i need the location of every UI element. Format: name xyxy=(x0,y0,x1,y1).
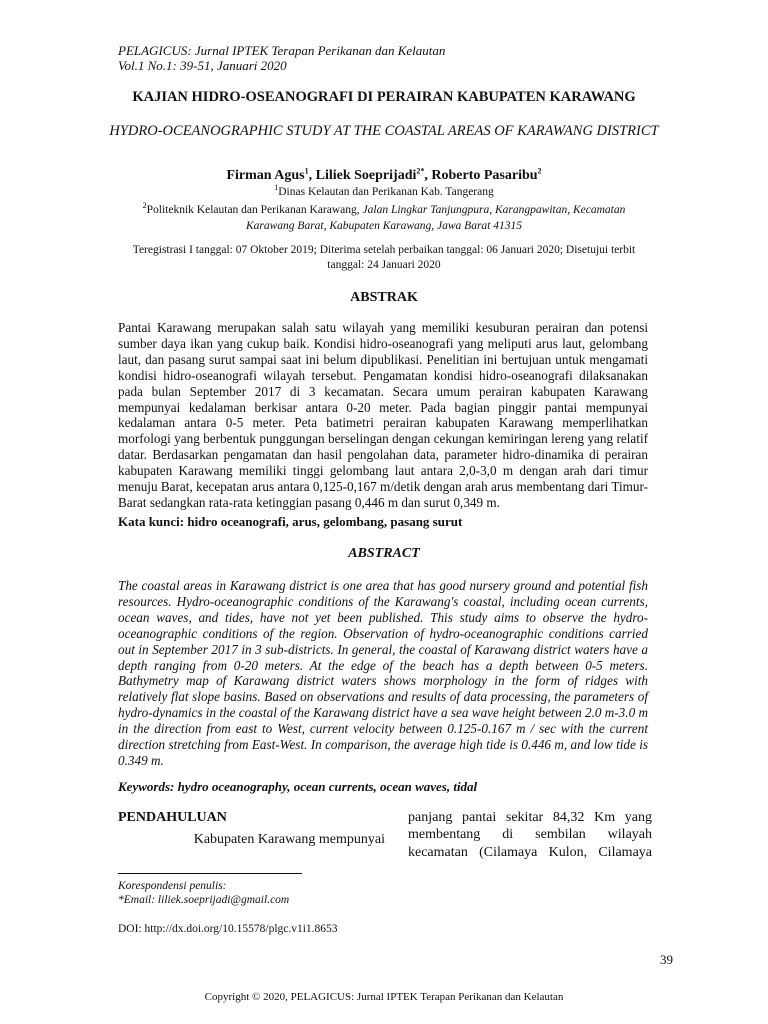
author-name: Liliek Soeprijadi xyxy=(315,168,417,183)
article-title: KAJIAN HIDRO-OSEANOGRAFI DI PERAIRAN KABUPATEN KARAWANG xyxy=(132,89,636,105)
footnote-correspondence: Korespondensi penulis: xyxy=(118,880,227,892)
journal-volume: Vol.1 No.1: 39-51, Januari 2020 xyxy=(118,58,287,73)
journal-header xyxy=(118,43,445,73)
affiliation-text: Dinas Kelautan dan Perikanan Kab. Tangerang xyxy=(278,186,494,198)
affiliation-address: Jalan Lingkar Tanjungpura, Karangpawitan, Kecamatan xyxy=(362,204,626,216)
abstrak-heading: ABSTRAK xyxy=(350,290,418,305)
affiliation-mark: 1 xyxy=(274,183,279,193)
author-separator: , xyxy=(308,168,316,183)
footnote-rule xyxy=(118,873,302,874)
registration-dates: Teregistrasi I tanggal: 07 Oktober 2019; Diterima setelah perbaikan tanggal: 06 Januari 2020; Disetujui terbit tanggal: 24 Januari 2020 xyxy=(132,244,636,271)
affiliation-1 xyxy=(100,185,668,199)
keywords: Keywords: hydro oceanography, ocean currents, ocean waves, tidal xyxy=(118,779,478,794)
author-name: Firman Agus xyxy=(226,168,305,183)
journal-name: PELAGICUS: Jurnal IPTEK Terapan Perikanan dan Kelautan xyxy=(118,43,446,58)
pendahuluan-heading: PENDAHULUAN xyxy=(118,810,227,825)
intro-right-line-1: panjang pantai sekitar 84,32 Km yang xyxy=(408,810,652,825)
author-affiliation-mark: 1 xyxy=(304,166,309,176)
author-affiliation-mark: 2* xyxy=(416,166,425,176)
intro-right-line-3: kecamatan (Cilamaya Kulon, Cilamaya xyxy=(408,845,652,860)
copyright-footer: Copyright © 2020, PELAGICUS: Jurnal IPTEK Terapan Perikanan dan Kelautan xyxy=(204,991,564,1003)
abstract-heading: ABSTRACT xyxy=(348,546,420,561)
affiliation-2 xyxy=(100,203,668,217)
abstract-body: The coastal areas in Karawang district is one area that has good nursery ground and potential fish resources. Hydro-oceanographic conditions of the Karawang's coastal, including ocean currents, ocean waves, and tides, have not yet been published. This study aims to observe the hydro-oceanographic conditions of the region. Observation of hydro-oceanographic conditions carried out in September 2017 in 3 sub-districts. In general, the coastal of Karawang district waters have a depth ranging from 0-20 meters. At the edge of the beach has a depth between 0-5 meters. Bathymetry map of Karawang district waters shows morphology in the form of ridges with relatively flat slope basins. Based on observations and results of data processing, the parameters of hydro-dynamics in the coastal of the Karawang district have a sea wave height between 2.0 m-3.0 m in the direction from east to West, current velocity between 0.125-0.167 m / sec with the current direction stretching from East-West. In comparison, the average high tide is 0.446 m, and low tide is 0.349 m. xyxy=(118,578,648,768)
author-affiliation-mark: 2 xyxy=(537,166,542,176)
affiliation-mark: 2 xyxy=(142,201,147,211)
doi-link[interactable]: DOI: http://dx.doi.org/10.15578/plgc.v1i1.8653 xyxy=(118,923,338,935)
affiliation-2-address-line2: Karawang Barat, Kabupaten Karawang, Jawa Barat 41315 xyxy=(245,220,523,232)
intro-right-line-2: membentang di sembilan wilayah xyxy=(408,827,652,842)
author-name: Roberto Pasaribu xyxy=(431,168,538,183)
intro-left-text: Kabupaten Karawang mempunyai xyxy=(193,832,385,847)
author-separator: , xyxy=(424,168,432,183)
article-english-title: HYDRO-OCEANOGRAPHIC STUDY AT THE COASTAL AREAS OF KARAWANG DISTRICT xyxy=(109,123,659,139)
kata-kunci: Kata kunci: hidro oceanografi, arus, gelombang, pasang surut xyxy=(118,514,463,529)
affiliation-text: Politeknik Kelautan dan Perikanan Karawang, xyxy=(146,204,363,216)
footnote-email: *Email: liliek.soeprijadi@gmail.com xyxy=(118,894,290,906)
page-number: 39 xyxy=(660,952,673,967)
abstrak-body: Pantai Karawang merupakan salah satu wilayah yang memiliki kesuburan perairan dan potensi sumber daya ikan yang cukup baik. Kondisi hidro-oseanografi yang meliputi arus laut, gelombang laut, dan pasang surut sampai saat ini belum dipublikasi. Penelitian ini bertujuan untuk mengamati kondisi hidro-oseanografi wilayah tersebut. Pengamatan kondisi hidro-oseanografi dilaksanakan pada bulan September 2017 di 3 kecamatan. Secara umum perairan kabupaten Karawang mempunyai kedalaman berkisar antara 0-20 meter. Pada bagian pinggir pantai mempunyai kedalaman antara 0-5 meter. Peta batimetri perairan kabupaten Karawang memperlihatkan morfologi yang berbentuk punggungan berselingan dengan cekungan kemiringan lereng yang relatif datar. Berdasarkan pengamatan dan hasil pengolahan data, parameter hidro-dinamika di perairan kabupaten Karawang memiliki tinggi gelombang laut antara 2,0-3,0 m dengan arah dari timur menuju Barat, kecepatan arus antara 0,125-0,167 m/detik dengan arah arus membentang dari Timur-Barat sedangkan rata-rata ketinggian pasang 0,446 m dan surut 0,349 m. xyxy=(118,320,648,510)
author-list xyxy=(100,168,668,184)
